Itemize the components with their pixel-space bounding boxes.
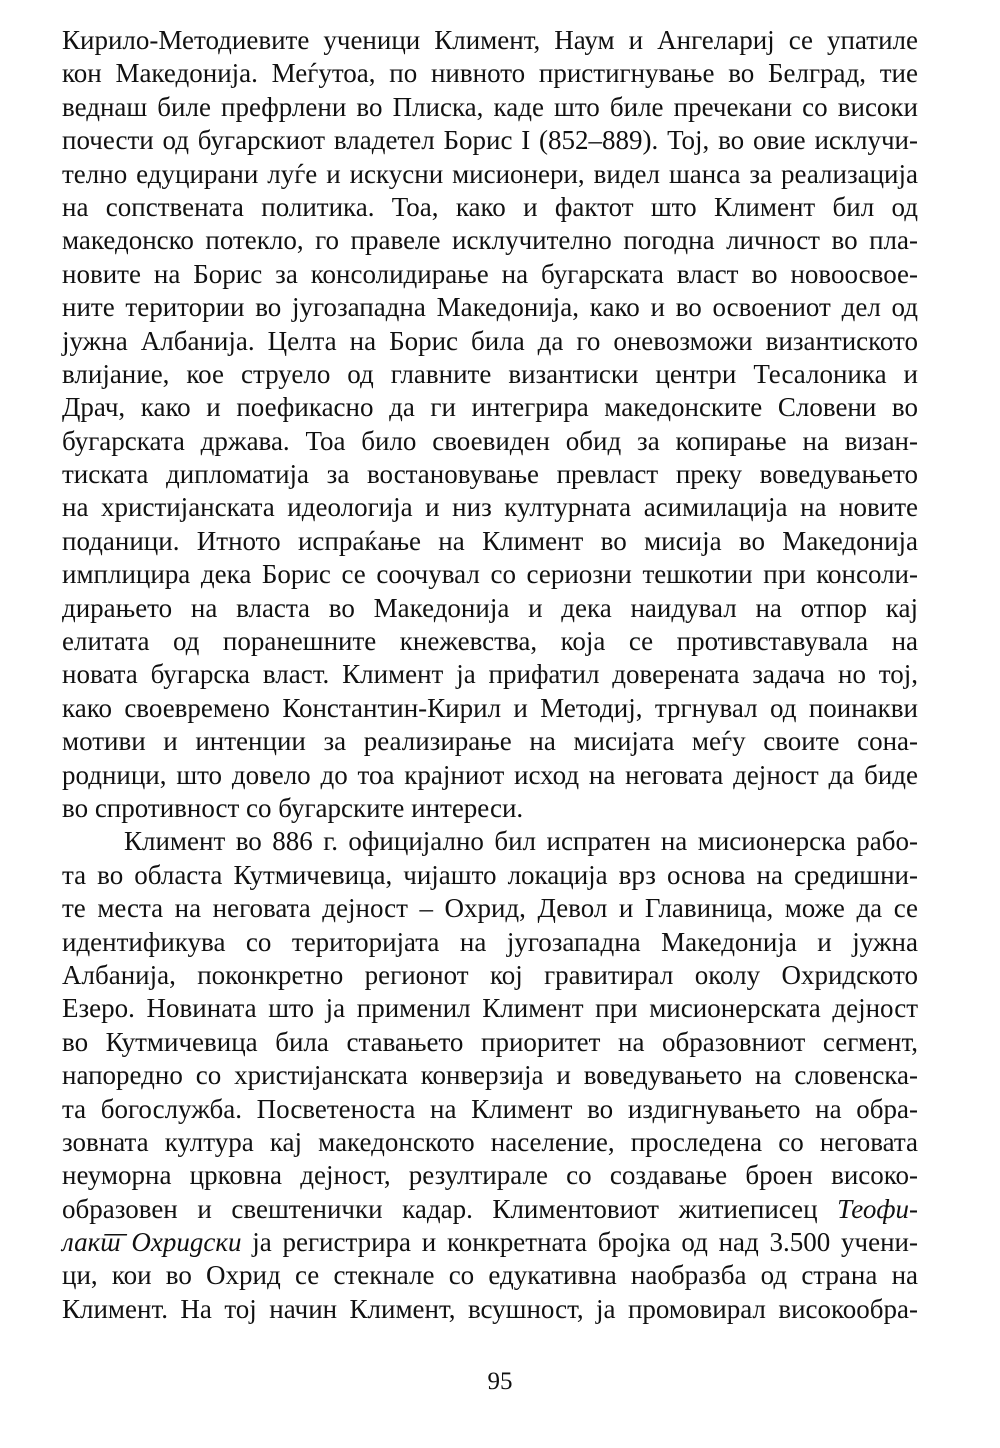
text-segment: та богослужба. Посветеноста на Климент во издигнувањето на обра- <box>62 1093 918 1124</box>
text-segment: елитата од поранешните кнежевства, која се противставувала на <box>62 626 918 657</box>
text-segment: кон Македонија. Меѓутоа, по нивното пристигнување во Белград, тие <box>62 58 918 89</box>
text-line <box>62 1159 918 1192</box>
text-segment: та во областа Кутмичевица, чијашто локација врз основа на средишни- <box>62 859 918 890</box>
text-segment: идентификува со територијата на југозападна Македонија и јужна <box>62 926 918 957</box>
text-segment: бугарската држава. Тоа било своевиден обид за копирање на визан- <box>62 425 918 456</box>
text-line <box>62 1193 918 1226</box>
text-line <box>62 24 918 57</box>
italic-text-segment: лакт̄ Охридски <box>62 1227 242 1258</box>
text-line <box>62 458 918 491</box>
italic-text-segment: Теофи- <box>837 1193 918 1224</box>
text-segment: како своевремено Константин-Кирил и Методиј, тргнувал од поинакви <box>62 692 918 723</box>
text-line <box>62 558 918 591</box>
text-line <box>62 692 918 725</box>
text-line <box>62 191 918 224</box>
text-line <box>62 725 918 758</box>
text-line <box>62 1059 918 1092</box>
text-segment: образовен и свештенички кадар. Климентовиот житиеписец <box>62 1193 838 1224</box>
text-line <box>62 959 918 992</box>
text-segment: на сопствената политика. Тоа, како и фактот што Климент бил од <box>62 191 918 222</box>
text-line <box>62 91 918 124</box>
text-line <box>62 592 918 625</box>
text-segment: Климент во 886 г. официјално бил испратен на мисионерска рабо- <box>124 826 918 857</box>
text-segment: зовната култура кај македонското население, проследена со неговата <box>62 1126 918 1157</box>
text-line <box>62 258 918 291</box>
text-segment: Езеро. Новината што ја применил Климент при мисионерската дејност <box>62 993 918 1024</box>
text-line <box>62 759 918 792</box>
text-segment: почести од бугарскиот владетел Борис I (852–889). Тој, во овие исклучи- <box>62 125 918 156</box>
text-line <box>62 825 918 858</box>
text-segment: тиската дипломатија за востановување превласт преку воведувањето <box>62 459 918 490</box>
text-line <box>62 391 918 424</box>
text-segment: веднаш биле префрлени во Плиска, каде што биле пречекани со високи <box>62 91 918 122</box>
text-line <box>62 859 918 892</box>
text-segment: ните територии во југозападна Македонија, како и во освоениот дел од <box>62 292 918 323</box>
text-line <box>62 992 918 1025</box>
text-segment: на христијанската идеологија и низ културната асимилација на новите <box>62 492 918 523</box>
text-line <box>62 57 918 90</box>
text-segment: мотиви и интенции за реализирање на мисијата меѓу своите сона- <box>62 726 918 757</box>
text-line <box>62 325 918 358</box>
text-segment: Кирило-Методиевите ученици Климент, Наум и Ангелариј се упатиле <box>62 25 918 55</box>
text-segment: во спротивност со бугарските интереси. <box>62 792 524 823</box>
text-line <box>62 1226 918 1259</box>
text-segment: македонско потекло, го правеле исклучително погодна личност во пла- <box>62 225 918 256</box>
text-segment: телно едуцирани луѓе и искусни мисионери, видел шанса за реализација <box>62 158 918 189</box>
text-segment: Драч, како и поефикасно да ги интегрира македонските Словени во <box>62 392 918 423</box>
text-line <box>62 1259 918 1292</box>
text-segment: влијание, кое струело од главните византиски центри Тесалоника и <box>62 358 918 389</box>
text-segment: во Кутмичевица била ставањето приоритет на образовниот сегмент, <box>62 1026 918 1057</box>
text-segment: Климент. На тој начин Климент, всушност, ја промовирал високообра- <box>62 1293 918 1324</box>
body-text <box>62 24 918 1326</box>
text-segment: поданици. Итното испраќање на Климент во мисија во Македонија <box>62 525 918 556</box>
text-line <box>62 1093 918 1126</box>
text-line <box>62 892 918 925</box>
text-line <box>62 625 918 658</box>
text-segment: новата бугарска власт. Климент ја прифатил доверената задача но тој, <box>62 659 918 690</box>
text-segment: напоредно со христијанската конверзија и воведувањето на словенска- <box>62 1060 918 1091</box>
text-line <box>62 358 918 391</box>
page-number: 95 <box>487 1368 513 1395</box>
text-segment: новите на Борис за консолидирање на бугарската власт во новоосвое- <box>62 258 918 289</box>
text-segment: родници, што довело до тоа крајниот исход на неговата дејност да биде <box>62 759 918 790</box>
text-line <box>62 926 918 959</box>
text-line <box>62 425 918 458</box>
text-line <box>62 1026 918 1059</box>
text-line <box>62 1126 918 1159</box>
text-segment: дирањето на власта во Македонија и дека наидувал на отпор кај <box>62 592 918 623</box>
text-segment: неуморна црковна дејност, резултирале со создавање броен високо- <box>62 1160 918 1191</box>
text-line <box>62 491 918 524</box>
text-segment: Албанија, поконкретно регионот кој гравитирал околу Охридското <box>62 959 918 990</box>
text-segment: те места на неговата дејност – Охрид, Девол и Главиница, може да се <box>62 893 918 924</box>
text-line <box>62 124 918 157</box>
text-line <box>62 158 918 191</box>
text-line <box>62 525 918 558</box>
text-line <box>62 792 918 825</box>
text-segment: ци, кои во Охрид се стекнале со едукативна наобразба од страна на <box>62 1260 918 1291</box>
text-line <box>62 291 918 324</box>
text-line <box>62 224 918 257</box>
text-line <box>62 1293 918 1326</box>
text-line <box>62 658 918 691</box>
text-segment: јужна Албанија. Целта на Борис била да го оневозможи византиското <box>62 325 918 356</box>
text-segment: ја регистрира и конкретната бројка од над 3.500 учени- <box>241 1227 918 1258</box>
text-segment: имплицира дека Борис се соочувал со сериозни тешкотии при консоли- <box>62 559 918 590</box>
